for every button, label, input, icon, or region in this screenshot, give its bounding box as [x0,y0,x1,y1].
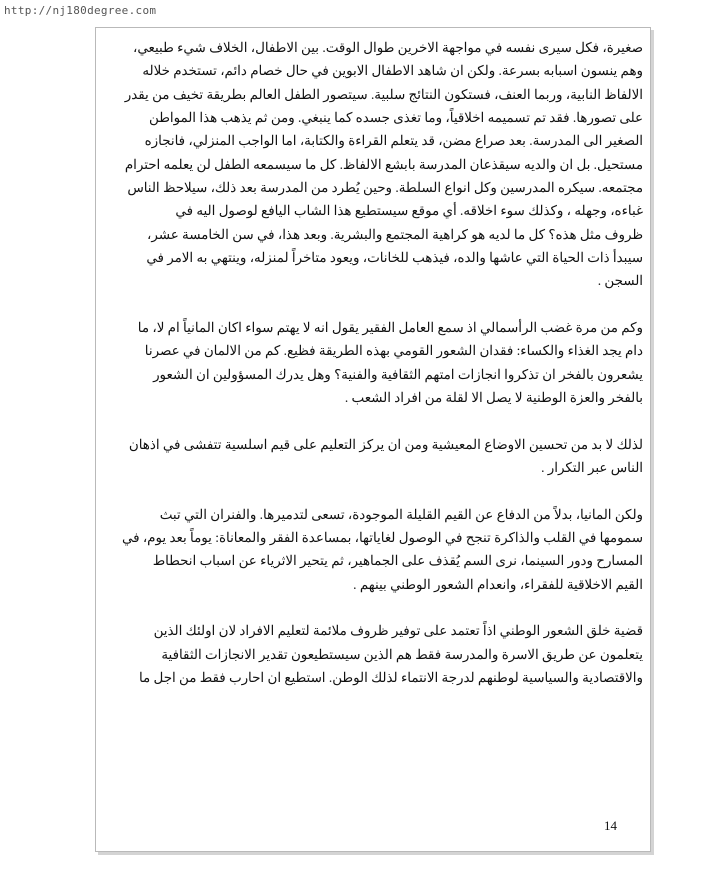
paragraph-gap [101,596,643,619]
paragraph-4 [101,503,643,596]
text-line: السجن . [597,273,643,289]
text-line: سمومها في القلب والذاكرة تنجح في الوصول لغاياتها، بمساعدة الفقر والمعاناة: يوماً بعد يوم، في [121,530,643,546]
text-line: بالفخر والعزة الوطنية لا يصل الا لقلة من افراد الشعب . [344,390,643,406]
paragraph-gap [101,293,643,316]
text-line: يشعرون بالفخر ان تذكروا انجازات امتهم الثقافية والفنية؟ وهل يدرك المسؤولين ان الشعور [153,366,643,382]
watermark-url: http://nj180degree.com [4,4,157,17]
text-line: يتعلمون عن طريق الاسرة والمدرسة فقط هم الذين سيستطيعون تقدير الانجازات الثقافية [161,646,643,662]
text-line: الصغير الى المدرسة. بعد صراع مضن، قد يتعلم القراءة والكتابة، اما الواجب المنزلي، فانجازه [144,133,643,149]
text-line: وهم ينسون اسبابه بسرعة. ولكن ان شاهد الاطفال الابوين في حال خصام دائم، تستخدم خلاله [142,63,643,79]
text-line: دام يجد الغذاء والكساء: فقدان الشعور القومي بهذه الطريقة فظيع. كم من الالمان في عصرنا [144,343,643,359]
text-line: القيم الاخلاقية للفقراء، وانعدام الشعور الوطني بينهم . [353,576,643,592]
text-line: قضية خلق الشعور الوطني اذاً تعتمد على توفير ظروف ملائمة لتعليم الافراد لان اولئك الذين [153,623,643,639]
text-line: صغيرة، فكل سيرى نفسه في مواجهة الاخرين طوال الوقت. بين الاطفال، الخلاف شيء طبيعي، [133,40,643,55]
text-line: المسارح ودور السينما، نرى السم يُقذف على الجماهير، ثم يتحير الاثرياء عن اسباب انحطاط [152,553,643,569]
paragraph-gap [101,409,643,432]
text-line: غباءه، وجهله ، وكذلك سوء اخلاقه. أي موقع سيستطيع هذا الشاب اليافع لوصول اليه في [175,203,643,219]
text-line: ظروف مثل هذه؟ كل ما لديه هو كراهية المجتمع والبشرية. وبعد هذا، في سن الخامسة عشر، [147,226,643,242]
text-line: مجتمعه. سيكره المدرسين وكل انواع السلطة. وحين يُطرد من المدرسة بعد ذلك، سيلاحظ الناس [127,180,643,196]
text-line: على تصورها. فقد تم تسميمه اخلاقياً، وما تغذى جسده كما ينبغي. ومن ثم يذهب هذا المواطن [149,110,643,126]
text-line: الالفاظ النابية، وربما العنف، فستكون النتائج سلبية. سيتصور الطفل العالم بطريقة تخيف من يقدر [124,86,643,102]
paragraph-gap [101,479,643,502]
text-line: مستحيل. بل ان والديه سيقذعان المدرسة بابشع الالفاظ. كل ما سيسمعه الطفل لن يعلمه احترام [124,156,643,172]
paragraph-1 [101,36,643,293]
paragraph-5 [101,619,643,689]
text-line: الناس عبر التكرار . [541,460,643,476]
text-line: وكم من مرة غضب الرأسمالي اذ سمع العامل الفقير يقول انه لا يهتم سواء اكان المانياً ام لا، ما [137,320,643,336]
paragraph-3 [101,433,643,480]
page-number: 14 [604,818,617,833]
body-text [101,36,643,689]
text-line: سيبدأ ذات الحياة التي عاشها والده، فيذهب للخانات، ويعود متاخراً لمنزله، وينتهي به الامر في [146,250,643,266]
text-line: ولكن المانيا، بدلاً من الدفاع عن القيم القليلة الموجودة، تسعى لتدميرها. والفنران التي تبث [159,506,643,522]
paragraph-2 [101,316,643,409]
text-line: والاقتصادية والسياسية لوطنهم لدرجة الانتماء لذلك الوطن. استطيع ان احارب فقط من اجل ما [138,670,643,686]
text-line: لذلك لا بد من تحسين الاوضاع المعيشية ومن ان يركز التعليم على قيم اسلسية تتفشى في اذهان [128,436,643,452]
